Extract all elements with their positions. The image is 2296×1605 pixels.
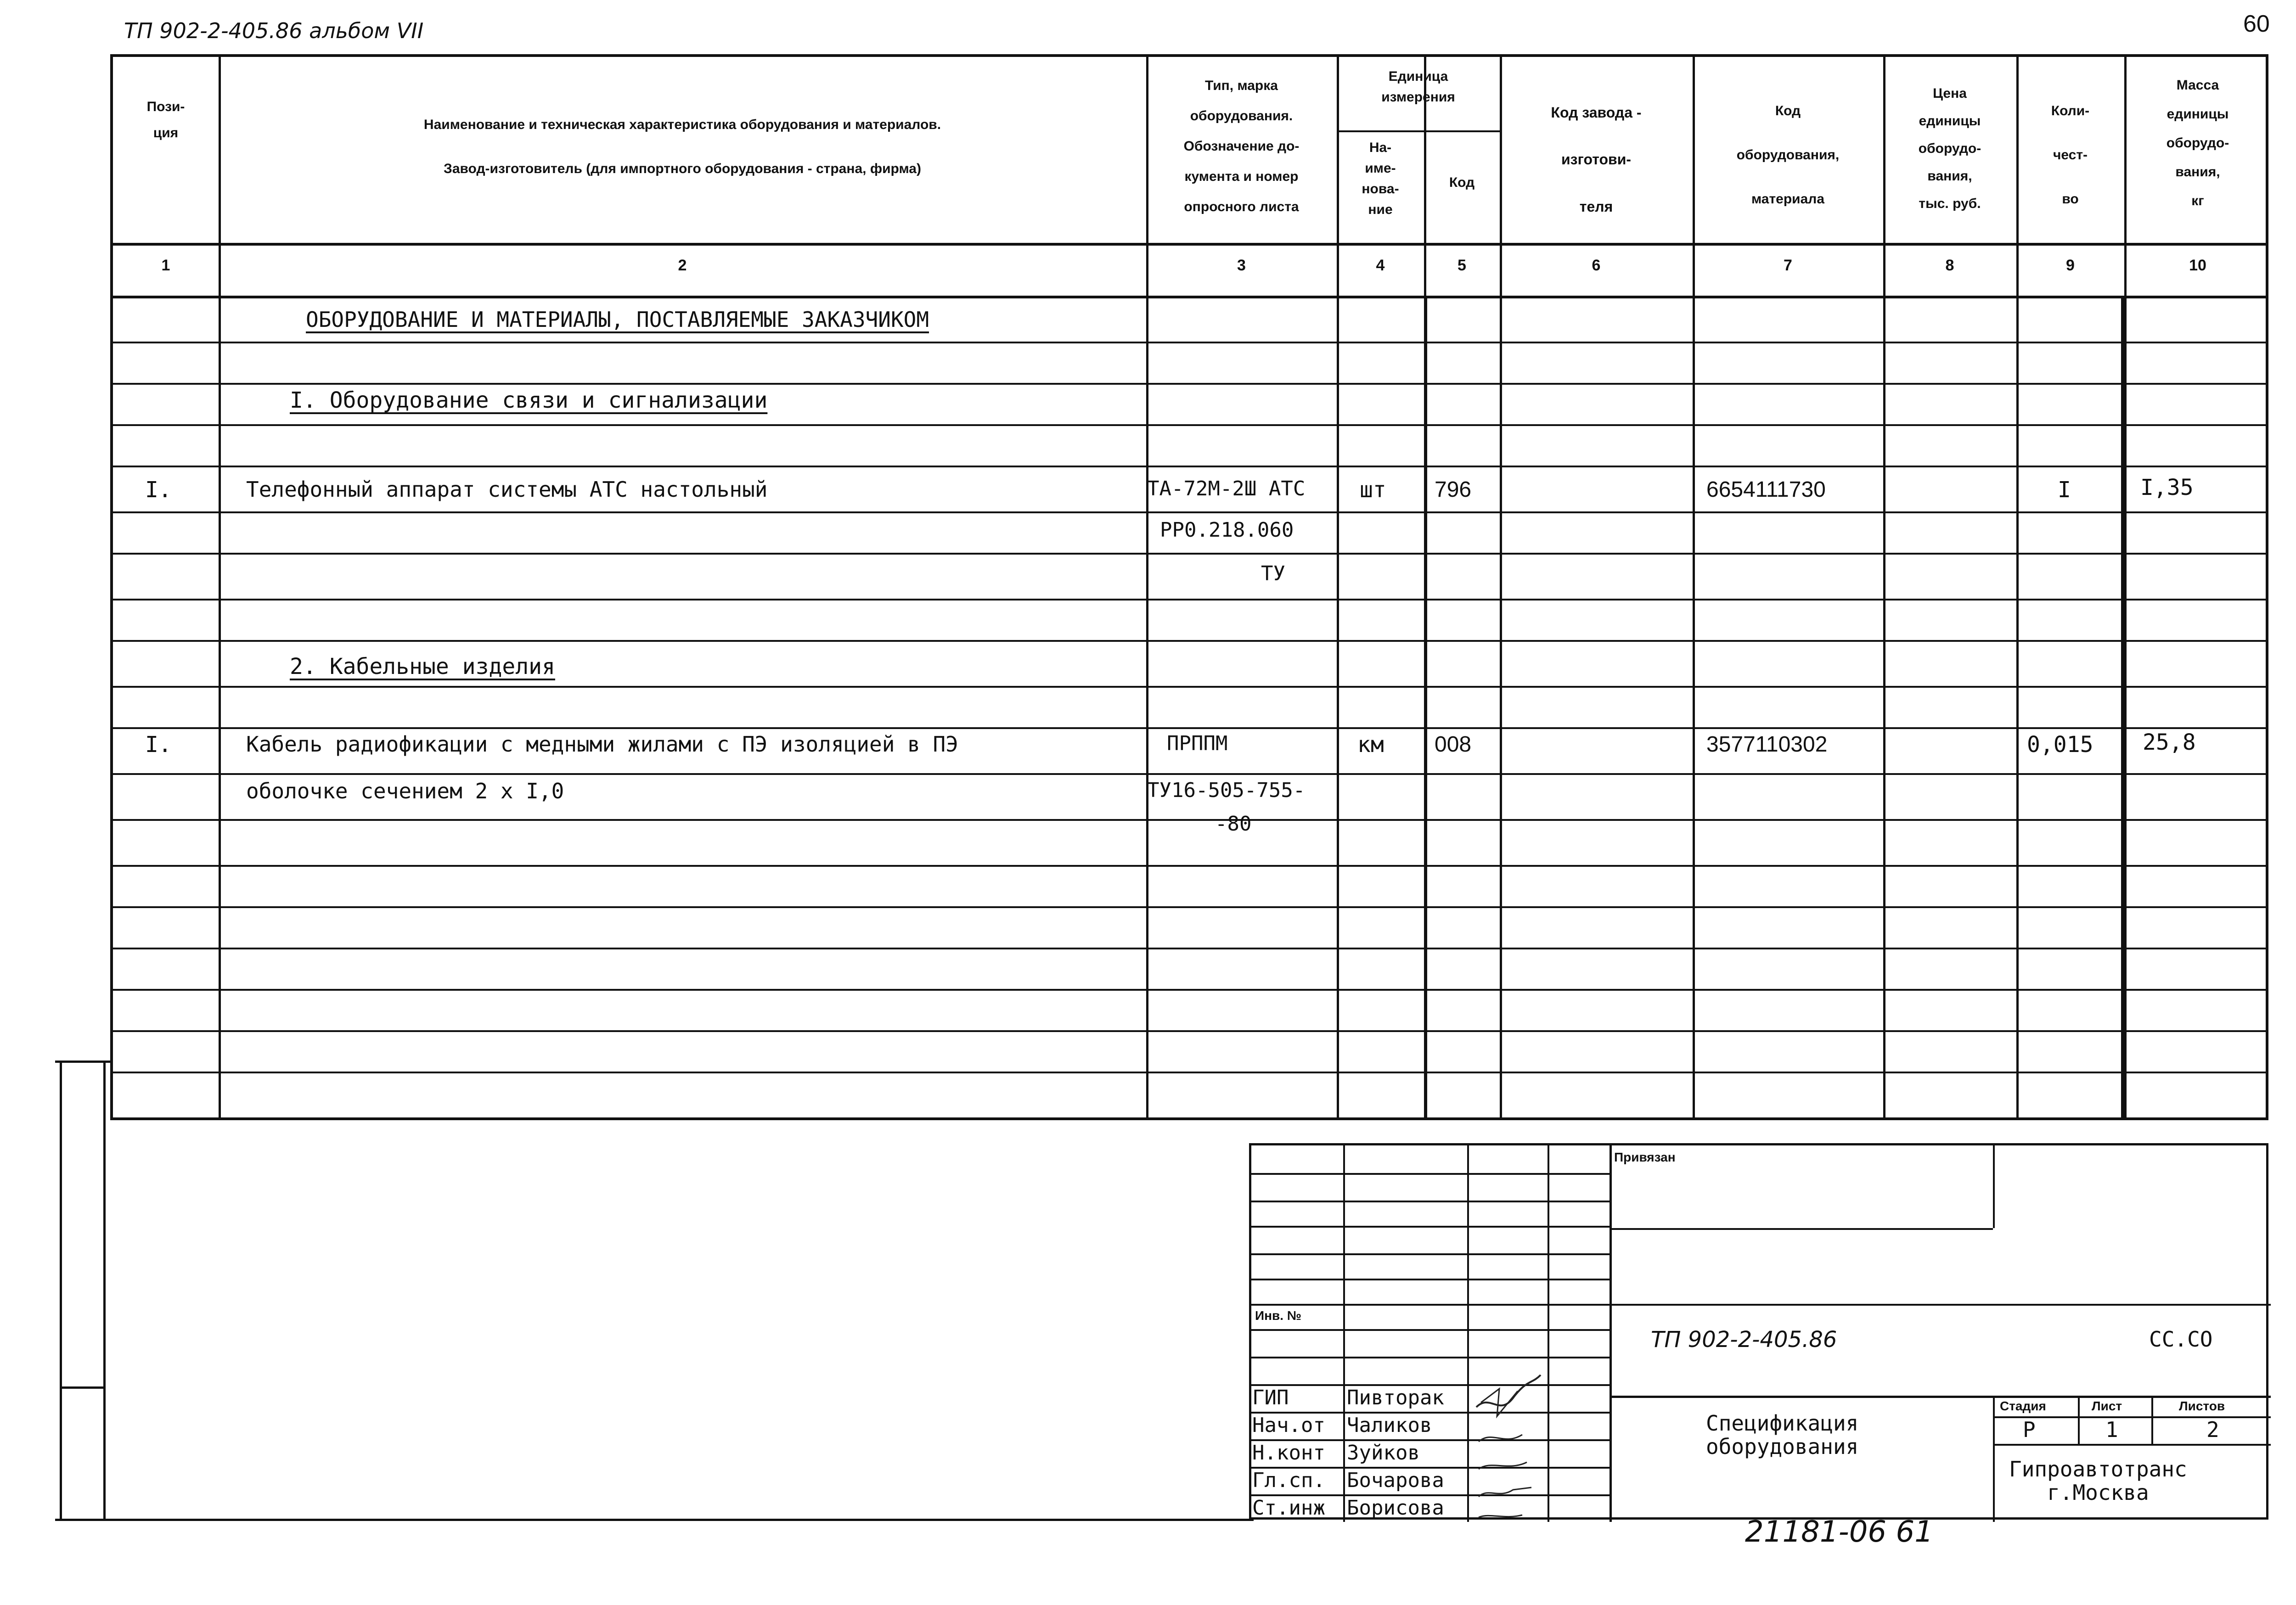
col-1-header: Пози- ция <box>146 99 185 140</box>
item-1-position: I. <box>145 477 172 503</box>
sheet-label: Лист <box>2092 1399 2122 1413</box>
inventory-number-label: Инв. № <box>1255 1308 1302 1323</box>
specification-table <box>110 54 2268 1120</box>
item-1-type-line-1: ТА-72М-2Ш АТС <box>1147 477 1306 500</box>
col-6-number: 6 <box>1592 257 1601 274</box>
document-reference: ТП 902-2-405.86 альбом VII <box>124 18 424 43</box>
left-margin-frame <box>60 1061 106 1520</box>
col-4-number: 4 <box>1376 257 1385 274</box>
stage-label: Стадия <box>2000 1399 2046 1413</box>
page-number: 60 <box>2243 11 2270 37</box>
stage-value: Р <box>2023 1417 2036 1442</box>
col-7-header: Код оборудования, материала <box>1736 103 1840 207</box>
col-10-header: Масса единицы оборудо- вания, кг <box>2166 78 2229 208</box>
signature-role-stinzh: Ст.инж <box>1252 1496 1325 1520</box>
col-3-header: Тип, марка оборудования. Обозначение до- кумента и номер опросного листа <box>1183 78 1300 214</box>
col-8-number: 8 <box>1945 257 1954 274</box>
item-2-type-line-3: -80 <box>1215 812 1252 836</box>
unit-group-header: Единица измерения <box>1381 69 1455 105</box>
signature-name-stinzh: Борисова <box>1347 1496 1444 1520</box>
signature-role-nkont: Н.конт <box>1252 1441 1325 1465</box>
item-1-name: Телефонный аппарат системы АТС настольный <box>246 477 768 502</box>
col-4-header: На- име- нова- ние <box>1362 140 1399 217</box>
signature-name-nkont: Зуйков <box>1347 1441 1420 1465</box>
item-1-product-code: 6654111730 <box>1706 477 1826 502</box>
item-1-type-line-2: РР0.218.060 <box>1160 518 1294 542</box>
document-code: ТП 902-2-405.86 <box>1651 1327 1837 1352</box>
signature-role-gip: ГИП <box>1252 1386 1289 1409</box>
item-2-type-line-1: ПРППМ <box>1167 732 1228 755</box>
document-mark: СС.СО <box>2149 1327 2213 1352</box>
sheets-value: 2 <box>2206 1417 2219 1442</box>
col-7-number: 7 <box>1784 257 1792 274</box>
item-2-quantity: 0,015 <box>2027 732 2093 758</box>
organization: Гипроавтотранс г.Москва <box>2009 1457 2187 1505</box>
col-9-number: 9 <box>2066 257 2075 274</box>
col-9-header: Коли- чест- во <box>2051 103 2090 207</box>
col-10-number: 10 <box>2189 257 2206 274</box>
col-1-number: 1 <box>161 257 170 274</box>
item-2-name-line-2: оболочке сечением 2 х I,0 <box>246 779 564 803</box>
sheet-value: 1 <box>2105 1417 2118 1442</box>
item-2-name-line-1: Кабель радиофикации с медными жилами с ПЭ изоляцией в ПЭ <box>246 732 958 757</box>
item-1-unit: шт <box>1360 477 1386 503</box>
item-2-type-line-2: ТУ16-505-755- <box>1147 779 1306 802</box>
footer-number: 21181-06 61 <box>1745 1515 1933 1549</box>
section-2-title: 2. Кабельные изделия <box>290 654 555 679</box>
item-2-unit: км <box>1357 732 1384 758</box>
item-1-quantity: I <box>2058 477 2071 503</box>
item-1-unit-code: 796 <box>1435 477 1472 502</box>
signature-name-nach: Чаликов <box>1347 1414 1432 1437</box>
item-2-mass: 25,8 <box>2143 730 2196 755</box>
sheets-label: Листов <box>2179 1399 2225 1413</box>
item-2-product-code: 3577110302 <box>1706 732 1828 757</box>
col-2-number: 2 <box>678 257 687 274</box>
signature-name-glsp: Бочарова <box>1347 1469 1444 1492</box>
privyazan-label: Привязан <box>1614 1150 1676 1164</box>
col-2-header: Наименование и техническая характеристика оборудования и материалов. Завод-изготовитель (для импортного оборудования - страна, фирма) <box>423 117 941 176</box>
item-2-unit-code: 008 <box>1435 732 1472 757</box>
col-5-header: Код <box>1449 175 1475 190</box>
handwritten-signatures <box>1472 1347 1545 1522</box>
item-2-position: I. <box>145 732 172 758</box>
document-title: Спецификация оборудования <box>1706 1411 1859 1459</box>
item-1-type-line-3: ТУ <box>1261 562 1285 585</box>
item-1-mass: I,35 <box>2140 475 2194 500</box>
col-5-number: 5 <box>1458 257 1466 274</box>
col-6-header: Код завода - изготови- теля <box>1551 104 1642 215</box>
signature-role-glsp: Гл.сп. <box>1252 1469 1325 1492</box>
signature-name-gip: Пивторак <box>1347 1386 1444 1409</box>
main-section-title: ОБОРУДОВАНИЕ И МАТЕРИАЛЫ, ПОСТАВЛЯЕМЫЕ ЗАКАЗЧИКОМ <box>306 307 929 332</box>
signature-role-nach: Нач.от <box>1252 1414 1325 1437</box>
section-1-title: I. Оборудование связи и сигнализации <box>290 387 768 413</box>
title-block <box>1249 1143 2268 1520</box>
col-3-number: 3 <box>1237 257 1246 274</box>
col-8-header: Цена единицы оборудо- вания, тыс. руб. <box>1918 86 1981 211</box>
